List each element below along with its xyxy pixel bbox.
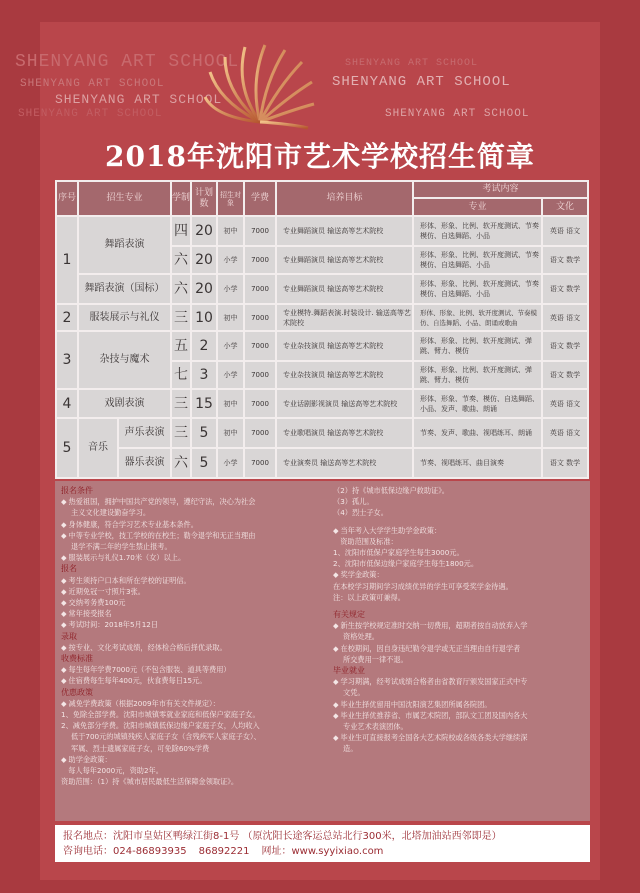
header-years: 学制 [171, 181, 191, 216]
cell-plan: 5 [191, 418, 217, 448]
contact-website[interactable]: 网址：www.syyixiao.com [261, 846, 384, 857]
cell-plan: 2 [191, 331, 217, 361]
info-line: ◆ 交纳考务费100元 [61, 597, 329, 608]
info-column-left [61, 485, 329, 787]
info-line: ◆ 考生须持户口本和所在学校的证明信。 [61, 575, 329, 586]
info-line: 文凭。 [343, 688, 365, 698]
school-logo-fan [200, 42, 320, 142]
cell-exam: 形体、形象、节奏、模仿、自选舞蹈、小品、发声、歌曲、朗诵 [413, 389, 542, 418]
info-line: 专业艺术表演团体。 [343, 722, 408, 732]
cell-fee: 7000 [244, 304, 276, 331]
cell-goal: 专业舞蹈演员 输送高等艺术院校 [276, 246, 413, 274]
info-line: 每人每年2000元，资助2年。 [61, 766, 163, 776]
info-line: ◆ 按专业、文化考试成绩，经体检合格后择优录取。 [61, 642, 329, 653]
info-line: 2、沈阳市低保边缘户家庭学生每生1800元。 [333, 559, 479, 569]
cell-seq: 3 [56, 331, 78, 389]
cell-exam: 形体、形象、比例、软开度测试、弹跳、臂力、模仿 [413, 331, 542, 361]
cell-plan: 20 [191, 246, 217, 274]
info-line: ◆ 助学金政策： [61, 754, 329, 765]
header-seq: 序号 [56, 181, 78, 216]
info-line: 1、沈阳市低保户家庭学生每生3000元。 [333, 548, 464, 558]
section-heading: 录取 [61, 631, 77, 641]
watermark-text: SHENYANG ART SCHOOL [20, 78, 165, 90]
section-heading: 有关规定 [333, 610, 365, 620]
header-target: 招生对象 [217, 181, 244, 216]
cell-plan: 5 [191, 448, 217, 478]
cell-major: 音乐 [78, 418, 118, 478]
info-line: ◆ 住宿费每生每年400元，伙食费每日15元。 [61, 675, 329, 686]
info-line: 2、减免部分学费。沈阳市城镇低保边缘户家庭子女，人均收入 [61, 721, 260, 731]
info-column-right [333, 485, 588, 755]
cell-plan: 20 [191, 216, 217, 246]
cell-fee: 7000 [244, 389, 276, 418]
table-row [56, 389, 588, 418]
cell-target: 小学 [217, 448, 244, 478]
cell-years: 三 [171, 304, 191, 331]
cell-years: 三 [171, 389, 191, 418]
cell-major: 舞蹈表演（国标） [78, 274, 171, 304]
table-row [56, 448, 588, 478]
cell-exam: 节奏、发声、歌曲、视唱练耳、朗诵 [413, 418, 542, 448]
cell-target: 小学 [217, 246, 244, 274]
cell-fee: 7000 [244, 361, 276, 389]
info-line: 军属、烈士遗属家庭子女，可免除60%学费 [71, 743, 210, 753]
header-exam-major: 专业 [413, 198, 542, 216]
cell-submajor: 器乐表演 [118, 448, 171, 478]
header-exam: 考试内容 [413, 181, 588, 198]
cell-fee: 7000 [244, 246, 276, 274]
info-line: ◆ 减免学费政策（根据2009年市有关文件规定）： [61, 698, 329, 709]
cell-seq: 4 [56, 389, 78, 418]
cell-seq: 5 [56, 418, 78, 478]
info-line: ◆ 每生每年学费7000元（不包含服装、道具等费用） [61, 664, 329, 675]
cell-goal: 专业杂技演员 输送高等艺术院校 [276, 331, 413, 361]
section-heading: 报名条件 [61, 486, 93, 495]
info-line: ◆ 学习期满，经考试成绩合格者由省教育厅颁发国家正式中专 [333, 676, 588, 687]
cell-years: 三 [171, 418, 191, 448]
info-line: （4）烈士子女。 [333, 508, 388, 518]
cell-years: 六 [171, 246, 191, 274]
cell-culture: 语文 数学 [542, 246, 588, 274]
cell-target: 初中 [217, 389, 244, 418]
info-line: （2）持《城市低保边缘户救助证》。 [333, 486, 449, 495]
cell-plan: 20 [191, 274, 217, 304]
cell-years: 六 [171, 274, 191, 304]
cell-exam: 形体、形象、比例、软开度测试、节奏模仿、自选舞蹈、小品、朗诵或歌曲 [413, 304, 542, 331]
contact-phone-2: 86892221 [198, 846, 250, 857]
cell-target: 小学 [217, 361, 244, 389]
cell-target: 初中 [217, 216, 244, 246]
info-line: ◆ 近期免冠一寸照片3张。 [61, 586, 329, 597]
page-title: 2018年沈阳市艺术学校招生简章 [105, 140, 535, 173]
watermark-text: SHENYANG ART SCHOOL [55, 92, 223, 107]
header-goal: 培养目标 [276, 181, 413, 216]
contact-phone: 咨询电话：024-86893935 [63, 846, 187, 857]
cell-fee: 7000 [244, 448, 276, 478]
cell-fee: 7000 [244, 216, 276, 246]
cell-plan: 3 [191, 361, 217, 389]
contact-box [55, 825, 590, 862]
cell-goal: 专业模特.舞蹈表演.时装设计. 输送高等艺术院校 [276, 304, 413, 331]
table-row [56, 216, 588, 246]
info-line: ◆ 毕业生择优留用中国沈阳演艺集团所属各院团。 [333, 699, 588, 710]
cell-culture: 英语 语文 [542, 216, 588, 246]
cell-goal: 专业歌唱演员 输送高等艺术院校 [276, 418, 413, 448]
info-line: 主义文化建设勤奋学习。 [71, 508, 151, 518]
header-exam-culture: 文化 [542, 198, 588, 216]
info-line: 1、免除全部学费。沈阳市城镇零就业家庭和低保户家庭子女。 [61, 710, 260, 720]
section-heading: 优惠政策 [61, 687, 93, 697]
info-line: 退学不满二年的学生禁止报考。 [71, 542, 172, 552]
cell-years: 四 [171, 216, 191, 246]
cell-exam: 形体、形象、比例、软开度测试、弹跳、臂力、模仿 [413, 361, 542, 389]
contact-address: 报名地点：沈阳市皇姑区鸭绿江街8-1号 （原沈阳长途客运总站北行300米，北塔加油站西邻即是） [63, 831, 502, 842]
cell-goal: 专业舞蹈演员 输送高等艺术院校 [276, 216, 413, 246]
cell-seq: 2 [56, 304, 78, 331]
watermark-text: SHENYANG ART SCHOOL [385, 108, 530, 120]
info-section [55, 481, 590, 821]
cell-fee: 7000 [244, 274, 276, 304]
cell-major: 杂技与魔术 [78, 331, 171, 389]
section-heading: 收费标准 [61, 654, 93, 664]
cell-submajor: 声乐表演 [118, 418, 171, 448]
info-line: 资格处理。 [343, 632, 379, 642]
header-fee: 学费 [244, 181, 276, 216]
info-line: ◆ 当年考入大学学生助学金政策： [333, 525, 588, 536]
cell-culture: 英语 语文 [542, 304, 588, 331]
cell-plan: 10 [191, 304, 217, 331]
info-line: 低于700元的城镇残疾人家庭子女（含残疾军人家庭子女）、 [71, 732, 261, 742]
cell-culture: 语文 数学 [542, 448, 588, 478]
cell-target: 小学 [217, 331, 244, 361]
info-line: ◆ 考试时间：2018年5月12日 [61, 619, 329, 630]
info-line: ◆ 新生按学校规定准时交纳一切费用，超期者按自动放弃入学 [333, 620, 588, 631]
cell-years: 五 [171, 331, 191, 361]
info-line: ◆ 奖学金政策： [333, 569, 588, 580]
cell-major: 舞蹈表演 [78, 216, 171, 274]
info-line: 资助范围及标准： [333, 536, 398, 546]
table-row [56, 418, 588, 448]
cell-major: 戏剧表演 [78, 389, 171, 418]
info-line: ◆ 身体健康，符合学习艺术专业基本条件。 [61, 519, 329, 530]
header-plan: 计划数 [191, 181, 217, 216]
info-line: 资助范围：（1）持《城市居民最低生活保障金领取证》。 [61, 777, 239, 787]
cell-plan: 15 [191, 389, 217, 418]
info-line: ◆ 在校期间，因自身违纪勒令退学或无正当理由自行退学者 [333, 643, 588, 654]
cell-fee: 7000 [244, 331, 276, 361]
info-line: 所交费用一律不退。 [343, 654, 408, 664]
info-line: ◆ 毕业生可直接报考全国各大艺术院校或各级各类大学继续深 [333, 732, 588, 743]
cell-culture: 语文 数学 [542, 361, 588, 389]
watermark-text: SHENYANG ART SCHOOL [15, 52, 240, 72]
cell-seq: 1 [56, 216, 78, 304]
cell-fee: 7000 [244, 418, 276, 448]
info-line: 造。 [343, 744, 358, 754]
cell-target: 初中 [217, 418, 244, 448]
cell-culture: 英语 语文 [542, 389, 588, 418]
cell-major: 服装展示与礼仪 [78, 304, 171, 331]
cell-exam: 形体、形象、比例、软开度测试、节奏模仿、自选舞蹈、小品 [413, 216, 542, 246]
info-line: ◆ 服装展示与礼仪1.70米（女）以上。 [61, 552, 329, 563]
watermark-text: SHENYANG ART SCHOOL [332, 74, 511, 90]
header-major: 招生专业 [78, 181, 171, 216]
cell-goal: 专业杂技演员 输送高等艺术院校 [276, 361, 413, 389]
table-row [56, 274, 588, 304]
cell-years: 六 [171, 448, 191, 478]
cell-culture: 语文 数学 [542, 331, 588, 361]
watermark-text: SHENYANG ART SCHOOL [18, 108, 163, 120]
cell-target: 初中 [217, 304, 244, 331]
cell-target: 小学 [217, 274, 244, 304]
enrollment-table [55, 180, 589, 479]
info-line: （3）孤儿。 [333, 497, 374, 507]
info-line: 注：以上政策可兼得。 [333, 592, 405, 602]
table-row [56, 331, 588, 361]
cell-exam: 节奏、视唱练耳、曲目演奏 [413, 448, 542, 478]
cell-goal: 专业演奏员 输送高等艺术院校 [276, 448, 413, 478]
cell-years: 七 [171, 361, 191, 389]
cell-goal: 专业舞蹈演员 输送高等艺术院校 [276, 274, 413, 304]
cell-goal: 专业话剧影视演员 输送高等艺术院校 [276, 389, 413, 418]
info-line: ◆ 毕业生择优推荐省、市属艺术院团，部队文工团及国内各大 [333, 710, 588, 721]
watermark-text: SHENYANG ART SCHOOL [345, 58, 479, 69]
info-line: 在本校学习期间学习成绩优异的学生可享受奖学金待遇。 [333, 581, 513, 591]
section-heading: 报名 [61, 564, 77, 574]
info-line: ◆ 常年接受报名 [61, 608, 329, 619]
cell-culture: 语文 数学 [542, 274, 588, 304]
info-line: ◆ 热爱祖国，拥护中国共产党的领导，遵纪守法，决心为社会 [61, 496, 329, 507]
cell-culture: 英语 语文 [542, 418, 588, 448]
cell-exam: 形体、形象、比例、软开度测试、节奏模仿、自选舞蹈、小品 [413, 246, 542, 274]
info-line: ◆ 中等专业学校，技工学校的在校生；勒令退学和无正当理由 [61, 530, 329, 541]
section-heading: 毕业就业 [333, 666, 365, 676]
table-row [56, 304, 588, 331]
cell-exam: 形体、形象、比例、软开度测试、节奏模仿、自选舞蹈、小品 [413, 274, 542, 304]
